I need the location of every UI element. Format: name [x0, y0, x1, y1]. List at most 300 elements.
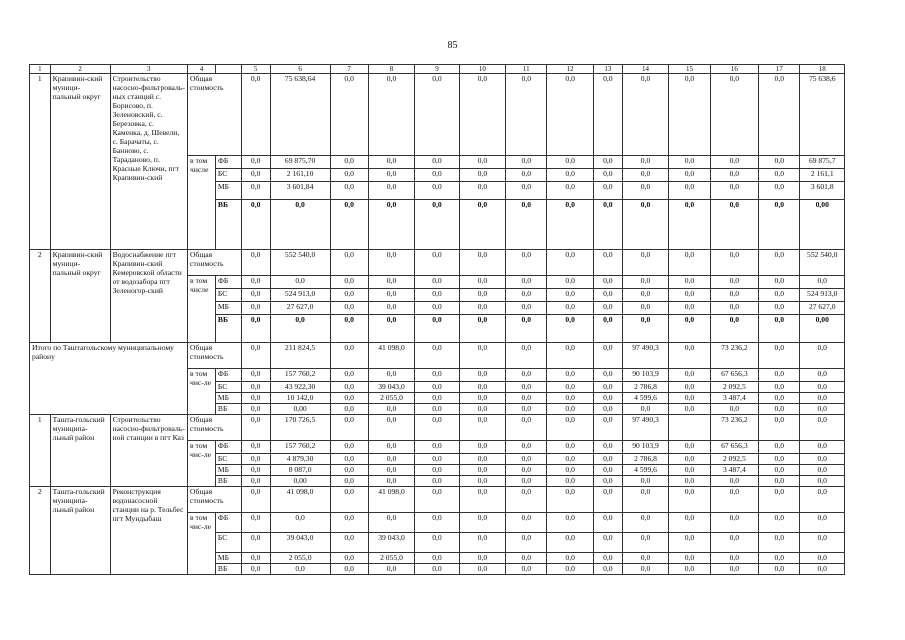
value-cell: 0,0 — [330, 487, 368, 513]
value-cell: 0,0 — [593, 454, 622, 465]
value-cell: 0,0 — [415, 513, 459, 533]
value-cell: 73 236,2 — [710, 415, 759, 441]
value-cell: 2 055,0 — [270, 553, 330, 564]
group-label: Итого по Таштагольскому муниципальному району — [30, 343, 188, 415]
source-cell: ФБ — [215, 441, 241, 454]
value-cell: 0,0 — [459, 250, 505, 276]
value-cell: 0,0 — [368, 182, 414, 200]
header-cell: 2 — [50, 65, 110, 74]
value-cell: 170 726,5 — [270, 415, 330, 441]
value-cell: 0,0 — [593, 415, 622, 441]
value-cell: 552 540,0 — [800, 250, 845, 276]
row-number: 2 — [30, 487, 51, 575]
value-cell: 0,0 — [368, 404, 414, 415]
value-cell: 0,0 — [593, 343, 622, 369]
value-cell: 0,0 — [622, 513, 668, 533]
value-cell: 97 490,3 — [622, 415, 668, 441]
value-cell: 0,0 — [241, 553, 270, 564]
value-cell: 2 786,8 — [622, 454, 668, 465]
value-cell: 0,0 — [593, 465, 622, 476]
value-cell: 0,0 — [710, 533, 759, 553]
value-cell: 0,0 — [547, 454, 593, 465]
value-cell: 0,0 — [241, 289, 270, 302]
header-cell: 13 — [593, 65, 622, 74]
value-cell: 0,0 — [759, 200, 800, 250]
value-cell: 0,0 — [506, 250, 547, 276]
value-cell: 0,0 — [459, 513, 505, 533]
value-cell: 0,0 — [415, 441, 459, 454]
value-cell: 0,0 — [800, 393, 845, 404]
value-cell: 0,0 — [506, 415, 547, 441]
header-cell: 1 — [30, 65, 51, 74]
value-cell: 0,0 — [547, 200, 593, 250]
value-cell: 0,0 — [622, 156, 668, 169]
header-cell: 7 — [330, 65, 368, 74]
value-cell: 0,0 — [459, 441, 505, 454]
value-cell: 0,0 — [800, 553, 845, 564]
value-cell: 0,0 — [593, 302, 622, 315]
value-cell: 0,0 — [547, 315, 593, 343]
value-cell: 0,0 — [459, 454, 505, 465]
value-cell: 0,0 — [669, 200, 710, 250]
value-cell: 0,0 — [759, 369, 800, 382]
value-cell: 0,0 — [415, 276, 459, 289]
value-cell: 0,0 — [669, 156, 710, 169]
value-cell: 0,0 — [330, 276, 368, 289]
value-cell: 2 161,1 — [800, 169, 845, 182]
value-cell: 0,0 — [593, 382, 622, 393]
source-cell: БС — [215, 533, 241, 553]
object-cell: Водоснабжение пгт Крапивин-ский Кемеровской области от водозабора пгт Зеленогор-ский — [110, 250, 187, 343]
value-cell: 0,0 — [759, 487, 800, 513]
header-row — [30, 65, 845, 74]
total-label: Общая стоимость — [188, 250, 242, 276]
value-cell: 0,00 — [270, 404, 330, 415]
value-cell: 0,0 — [710, 302, 759, 315]
row-number: 1 — [30, 74, 51, 250]
value-cell: 0,0 — [330, 169, 368, 182]
value-cell: 157 760,2 — [270, 369, 330, 382]
value-cell: 75 638,64 — [270, 74, 330, 156]
value-cell: 0,0 — [506, 513, 547, 533]
value-cell: 0,0 — [593, 156, 622, 169]
value-cell: 41 098,0 — [368, 487, 414, 513]
value-cell: 0,0 — [669, 74, 710, 156]
source-cell: ВБ — [215, 404, 241, 415]
value-cell: 0,0 — [800, 533, 845, 553]
value-cell: 0,0 — [241, 74, 270, 156]
incl-label: в том числе — [188, 276, 216, 343]
value-cell: 0,0 — [330, 250, 368, 276]
value-cell: 0,0 — [241, 382, 270, 393]
value-cell: 0,0 — [547, 276, 593, 289]
value-cell: 0,0 — [368, 315, 414, 343]
value-cell: 97 490,3 — [622, 343, 668, 369]
value-cell: 0,0 — [241, 393, 270, 404]
value-cell: 0,0 — [506, 369, 547, 382]
value-cell: 0,0 — [506, 441, 547, 454]
value-cell: 0,0 — [330, 533, 368, 553]
value-cell: 0,0 — [506, 302, 547, 315]
value-cell: 0,0 — [622, 182, 668, 200]
value-cell: 0,0 — [368, 169, 414, 182]
value-cell: 0,0 — [710, 315, 759, 343]
value-cell: 0,0 — [330, 369, 368, 382]
value-cell: 0,0 — [547, 382, 593, 393]
value-cell: 0,0 — [368, 454, 414, 465]
value-cell: 0,0 — [710, 404, 759, 415]
value-cell: 0,0 — [710, 182, 759, 200]
value-cell: 0,0 — [710, 169, 759, 182]
header-cell: 11 — [506, 65, 547, 74]
value-cell: 0,0 — [547, 564, 593, 575]
budget-table — [29, 64, 845, 575]
value-cell: 0,0 — [593, 393, 622, 404]
value-cell: 0,0 — [759, 465, 800, 476]
value-cell: 67 656,3 — [710, 441, 759, 454]
table-row — [30, 343, 845, 369]
value-cell: 0,0 — [330, 302, 368, 315]
value-cell: 0,0 — [593, 476, 622, 487]
value-cell: 2 161,10 — [270, 169, 330, 182]
value-cell: 0,0 — [330, 454, 368, 465]
source-cell: БС — [215, 289, 241, 302]
value-cell: 0,0 — [415, 169, 459, 182]
value-cell: 0,0 — [506, 454, 547, 465]
value-cell: 0,0 — [415, 533, 459, 553]
value-cell: 0,0 — [459, 200, 505, 250]
value-cell: 0,0 — [622, 74, 668, 156]
value-cell: 0,0 — [800, 276, 845, 289]
source-cell: БС — [215, 454, 241, 465]
value-cell: 0,0 — [800, 454, 845, 465]
header-cell: 15 — [669, 65, 710, 74]
source-cell: ВБ — [215, 476, 241, 487]
value-cell: 0,0 — [622, 276, 668, 289]
value-cell: 0,0 — [593, 289, 622, 302]
value-cell: 2 786,8 — [622, 382, 668, 393]
value-cell: 0,0 — [241, 369, 270, 382]
value-cell: 0,0 — [669, 250, 710, 276]
value-cell: 0,0 — [759, 404, 800, 415]
value-cell: 0,0 — [415, 476, 459, 487]
value-cell: 0,0 — [368, 200, 414, 250]
value-cell: 90 103,9 — [622, 441, 668, 454]
value-cell: 0,0 — [547, 441, 593, 454]
source-cell: БС — [215, 382, 241, 393]
value-cell: 0,0 — [459, 169, 505, 182]
value-cell: 0,0 — [669, 302, 710, 315]
value-cell: 0,0 — [710, 513, 759, 533]
value-cell: 0,0 — [415, 315, 459, 343]
value-cell: 0,0 — [330, 315, 368, 343]
value-cell: 0,0 — [459, 369, 505, 382]
header-cell — [215, 65, 241, 74]
row-number: 1 — [30, 415, 51, 487]
value-cell: 0,0 — [759, 343, 800, 369]
value-cell: 0,0 — [800, 476, 845, 487]
value-cell: 0,0 — [368, 513, 414, 533]
value-cell: 0,0 — [368, 289, 414, 302]
value-cell: 0,0 — [415, 200, 459, 250]
value-cell: 0,0 — [669, 465, 710, 476]
value-cell: 39 043,0 — [270, 533, 330, 553]
value-cell: 0,0 — [241, 169, 270, 182]
value-cell: 0,0 — [759, 533, 800, 553]
value-cell: 0,0 — [506, 476, 547, 487]
value-cell: 0,0 — [669, 276, 710, 289]
value-cell: 0,0 — [241, 465, 270, 476]
value-cell: 0,0 — [669, 382, 710, 393]
value-cell: 0,0 — [415, 289, 459, 302]
value-cell: 0,0 — [622, 487, 668, 513]
header-cell: 6 — [270, 65, 330, 74]
value-cell: 0,0 — [330, 513, 368, 533]
source-cell: ФБ — [215, 156, 241, 169]
value-cell: 0,0 — [330, 564, 368, 575]
header-cell: 10 — [459, 65, 505, 74]
value-cell: 0,0 — [330, 343, 368, 369]
source-cell: ВБ — [215, 564, 241, 575]
value-cell: 0,0 — [547, 393, 593, 404]
value-cell: 0,0 — [593, 276, 622, 289]
value-cell: 0,0 — [241, 476, 270, 487]
header-cell: 3 — [110, 65, 187, 74]
value-cell: 0,0 — [459, 302, 505, 315]
value-cell: 0,0 — [506, 289, 547, 302]
value-cell: 41 098,0 — [368, 343, 414, 369]
value-cell: 0,0 — [759, 476, 800, 487]
value-cell: 0,0 — [710, 487, 759, 513]
value-cell: 0,0 — [459, 276, 505, 289]
value-cell: 0,0 — [593, 441, 622, 454]
value-cell: 3 601,8 — [800, 182, 845, 200]
value-cell: 2 092,5 — [710, 454, 759, 465]
value-cell: 90 103,9 — [622, 369, 668, 382]
value-cell: 0,0 — [241, 343, 270, 369]
value-cell: 0,0 — [800, 564, 845, 575]
header-cell: 8 — [368, 65, 414, 74]
value-cell: 0,0 — [547, 302, 593, 315]
source-cell: ФБ — [215, 276, 241, 289]
value-cell: 0,0 — [506, 382, 547, 393]
value-cell: 0,0 — [459, 415, 505, 441]
value-cell: 0,0 — [368, 369, 414, 382]
value-cell: 0,00 — [800, 315, 845, 343]
incl-label: в том чис-ле — [188, 513, 216, 575]
value-cell: 0,0 — [330, 156, 368, 169]
value-cell: 0,0 — [800, 404, 845, 415]
value-cell: 0,0 — [270, 513, 330, 533]
value-cell: 4 879,30 — [270, 454, 330, 465]
value-cell: 0,0 — [593, 74, 622, 156]
value-cell: 0,0 — [415, 369, 459, 382]
value-cell: 0,0 — [622, 404, 668, 415]
value-cell: 0,0 — [241, 415, 270, 441]
value-cell: 0,0 — [622, 476, 668, 487]
value-cell: 0,0 — [459, 533, 505, 553]
value-cell: 0,0 — [759, 553, 800, 564]
value-cell: 0,0 — [622, 302, 668, 315]
value-cell: 0,0 — [506, 393, 547, 404]
table-row — [30, 250, 845, 276]
value-cell: 0,0 — [459, 393, 505, 404]
table-row — [30, 415, 845, 441]
header-cell: 18 — [800, 65, 845, 74]
object-cell: Строительство насосно-фильтроваль-ной станции в пгт Каз — [110, 415, 187, 487]
value-cell: 69 875,70 — [270, 156, 330, 169]
value-cell: 0,0 — [669, 487, 710, 513]
incl-label: в том чис-ле — [188, 369, 216, 415]
value-cell: 0,0 — [710, 156, 759, 169]
value-cell: 0,0 — [241, 513, 270, 533]
value-cell: 0,0 — [800, 513, 845, 533]
value-cell: 0,0 — [241, 182, 270, 200]
value-cell: 0,0 — [368, 302, 414, 315]
value-cell: 0,0 — [330, 393, 368, 404]
value-cell: 4 599,6 — [622, 465, 668, 476]
value-cell: 0,0 — [759, 156, 800, 169]
value-cell: 0,0 — [622, 553, 668, 564]
value-cell: 0,0 — [669, 369, 710, 382]
value-cell: 0,0 — [669, 533, 710, 553]
value-cell: 41 098,0 — [270, 487, 330, 513]
value-cell: 0,0 — [669, 476, 710, 487]
value-cell: 0,0 — [330, 404, 368, 415]
value-cell: 0,0 — [330, 415, 368, 441]
value-cell: 0,0 — [669, 169, 710, 182]
value-cell: 0,0 — [622, 169, 668, 182]
territory-cell: Ташта-гольский муниципа-льный район — [50, 415, 110, 487]
value-cell: 0,0 — [547, 533, 593, 553]
source-cell: ВБ — [215, 200, 241, 250]
value-cell: 0,0 — [459, 382, 505, 393]
source-cell: МБ — [215, 393, 241, 404]
value-cell: 0,0 — [506, 182, 547, 200]
territory-cell: Крапивин-ский муници-пальный округ — [50, 74, 110, 250]
value-cell: 0,0 — [669, 513, 710, 533]
value-cell: 0,0 — [241, 404, 270, 415]
value-cell: 0,0 — [415, 74, 459, 156]
value-cell: 0,0 — [506, 533, 547, 553]
value-cell: 0,0 — [415, 302, 459, 315]
value-cell: 0,0 — [241, 454, 270, 465]
value-cell: 0,0 — [241, 487, 270, 513]
value-cell: 0,0 — [368, 250, 414, 276]
value-cell: 0,0 — [459, 156, 505, 169]
value-cell: 552 540,0 — [270, 250, 330, 276]
value-cell: 0,0 — [547, 404, 593, 415]
source-cell: ФБ — [215, 513, 241, 533]
total-label: Общая стоимость — [188, 415, 242, 441]
value-cell: 0,0 — [759, 250, 800, 276]
value-cell: 0,0 — [547, 553, 593, 564]
value-cell: 0,0 — [622, 564, 668, 575]
value-cell: 0,0 — [459, 74, 505, 156]
value-cell: 0,0 — [368, 415, 414, 441]
value-cell: 0,0 — [415, 553, 459, 564]
value-cell: 0,0 — [759, 289, 800, 302]
value-cell: 0,0 — [270, 276, 330, 289]
value-cell: 0,0 — [547, 156, 593, 169]
value-cell: 0,0 — [669, 315, 710, 343]
value-cell: 0,0 — [241, 441, 270, 454]
value-cell: 157 760,2 — [270, 441, 330, 454]
value-cell: 0,0 — [669, 454, 710, 465]
incl-label: в том чис-ле — [188, 441, 216, 487]
value-cell: 39 043,0 — [368, 533, 414, 553]
value-cell: 0,0 — [800, 441, 845, 454]
value-cell: 0,0 — [759, 564, 800, 575]
header-cell: 5 — [241, 65, 270, 74]
value-cell: 69 875,7 — [800, 156, 845, 169]
value-cell: 0,0 — [593, 315, 622, 343]
value-cell: 524 913,0 — [800, 289, 845, 302]
value-cell: 0,0 — [622, 289, 668, 302]
value-cell: 0,0 — [459, 564, 505, 575]
object-cell: Строительство насосно-фильтроваль-ных станций с. Борисово, п. Зеленовский, с. Березовка, с. Каменка, д. Шевели, с. Барачаты, с. Банново, с. Тараданово, п. Красные Ключи, пгт Крапивин-ский — [110, 74, 187, 250]
header-cell: 4 — [188, 65, 216, 74]
row-number: 2 — [30, 250, 51, 343]
value-cell: 0,0 — [759, 441, 800, 454]
value-cell: 0,0 — [593, 200, 622, 250]
value-cell: 0,0 — [593, 404, 622, 415]
value-cell: 0,0 — [547, 465, 593, 476]
table-row — [30, 487, 845, 513]
value-cell: 0,0 — [459, 476, 505, 487]
value-cell: 0,0 — [368, 465, 414, 476]
value-cell: 0,0 — [241, 156, 270, 169]
value-cell: 0,0 — [506, 564, 547, 575]
value-cell: 0,0 — [415, 404, 459, 415]
value-cell: 73 236,2 — [710, 343, 759, 369]
value-cell: 0,0 — [506, 404, 547, 415]
value-cell: 0,0 — [506, 343, 547, 369]
total-label: Общая стоимость — [188, 343, 242, 369]
value-cell: 0,0 — [241, 302, 270, 315]
value-cell: 0,0 — [669, 182, 710, 200]
value-cell: 0,0 — [547, 343, 593, 369]
value-cell: 0,0 — [547, 74, 593, 156]
value-cell: 0,0 — [593, 533, 622, 553]
value-cell: 2 092,5 — [710, 382, 759, 393]
source-cell: МБ — [215, 553, 241, 564]
value-cell: 0,0 — [593, 250, 622, 276]
value-cell: 0,0 — [800, 382, 845, 393]
value-cell: 0,0 — [415, 415, 459, 441]
value-cell: 39 043,0 — [368, 382, 414, 393]
value-cell: 0,0 — [368, 564, 414, 575]
header-cell: 14 — [622, 65, 668, 74]
value-cell: 67 656,3 — [710, 369, 759, 382]
value-cell: 0,0 — [593, 487, 622, 513]
value-cell: 0,0 — [759, 169, 800, 182]
value-cell: 0,0 — [759, 302, 800, 315]
value-cell: 0,0 — [669, 393, 710, 404]
value-cell: 0,0 — [800, 415, 845, 441]
value-cell: 0,0 — [415, 343, 459, 369]
value-cell: 0,0 — [330, 476, 368, 487]
value-cell: 0,0 — [459, 182, 505, 200]
value-cell: 0,0 — [270, 200, 330, 250]
value-cell: 0,0 — [759, 382, 800, 393]
value-cell: 0,0 — [710, 553, 759, 564]
value-cell: 0,0 — [593, 553, 622, 564]
total-label: Общая стоимость — [188, 74, 242, 156]
value-cell: 0,0 — [593, 182, 622, 200]
value-cell: 211 824,5 — [270, 343, 330, 369]
value-cell: 0,0 — [710, 289, 759, 302]
